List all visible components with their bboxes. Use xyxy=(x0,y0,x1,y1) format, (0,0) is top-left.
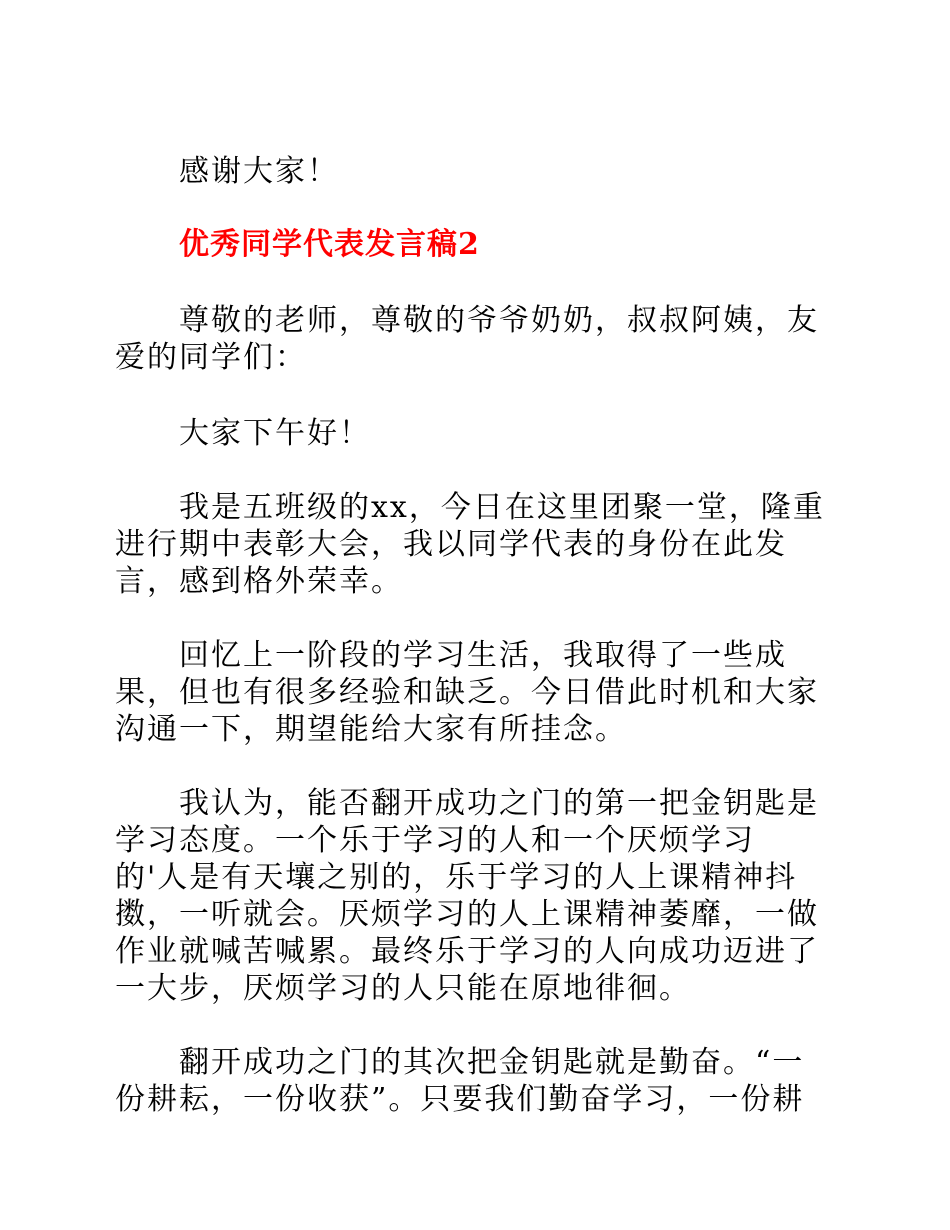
paragraph-line: 言，感到格外荣幸。 xyxy=(115,564,403,599)
paragraph-line: 翻开成功之门的其次把金钥匙就是勤奋。“一 xyxy=(179,1045,805,1080)
section-heading: 优秀同学代表发言稿2 xyxy=(179,227,480,262)
paragraph-line: 作业就喊苦喊累。最终乐于学习的人向成功迈进了 xyxy=(115,934,819,969)
paragraph-line: 一大步，厌烦学习的人只能在原地徘徊。 xyxy=(115,971,691,1006)
paragraph-line: 学习态度。一个乐于学习的人和一个厌烦学习 xyxy=(115,823,755,858)
closing-text: 感谢大家！ xyxy=(179,154,339,189)
paragraph-review xyxy=(115,637,835,748)
paragraph-line: 尊敬的老师，尊敬的爷爷奶奶，叔叔阿姨，友 xyxy=(179,303,819,338)
paragraph-line: 回忆上一阶段的学习生活，我取得了一些成 xyxy=(179,638,787,673)
paragraph-line: 份耕耘，一份收获”。只要我们勤奋学习，一份耕 xyxy=(115,1082,805,1117)
paragraph-introduction xyxy=(115,489,835,600)
paragraph-line: 果，但也有很多经验和缺乏。今日借此时机和大家 xyxy=(115,675,819,710)
paragraph-line: 爱的同学们： xyxy=(115,340,307,375)
paragraph-line: 擞，一听就会。厌烦学习的人上课精神萎靡，一做 xyxy=(115,897,819,932)
paragraph-attitude xyxy=(115,785,835,1007)
closing-paragraph xyxy=(115,153,835,190)
paragraph-line: 沟通一下，期望能给大家有所挂念。 xyxy=(115,712,627,747)
paragraph-greeting xyxy=(115,302,835,376)
paragraph-line: 的'人是有天壤之别的，乐于学习的人上课精神抖 xyxy=(115,860,798,895)
paragraph-line: 进行期中表彰大会，我以同学代表的身份在此发 xyxy=(115,527,787,562)
paragraph-line: 大家下午好！ xyxy=(179,416,371,451)
paragraph-salutation xyxy=(115,415,835,452)
paragraph-diligence xyxy=(115,1044,835,1118)
paragraph-line: 我是五班级的xx，今日在这里团聚一堂，隆重 xyxy=(179,490,825,525)
paragraph-line: 我认为，能否翻开成功之门的第一把金钥匙是 xyxy=(179,786,819,821)
